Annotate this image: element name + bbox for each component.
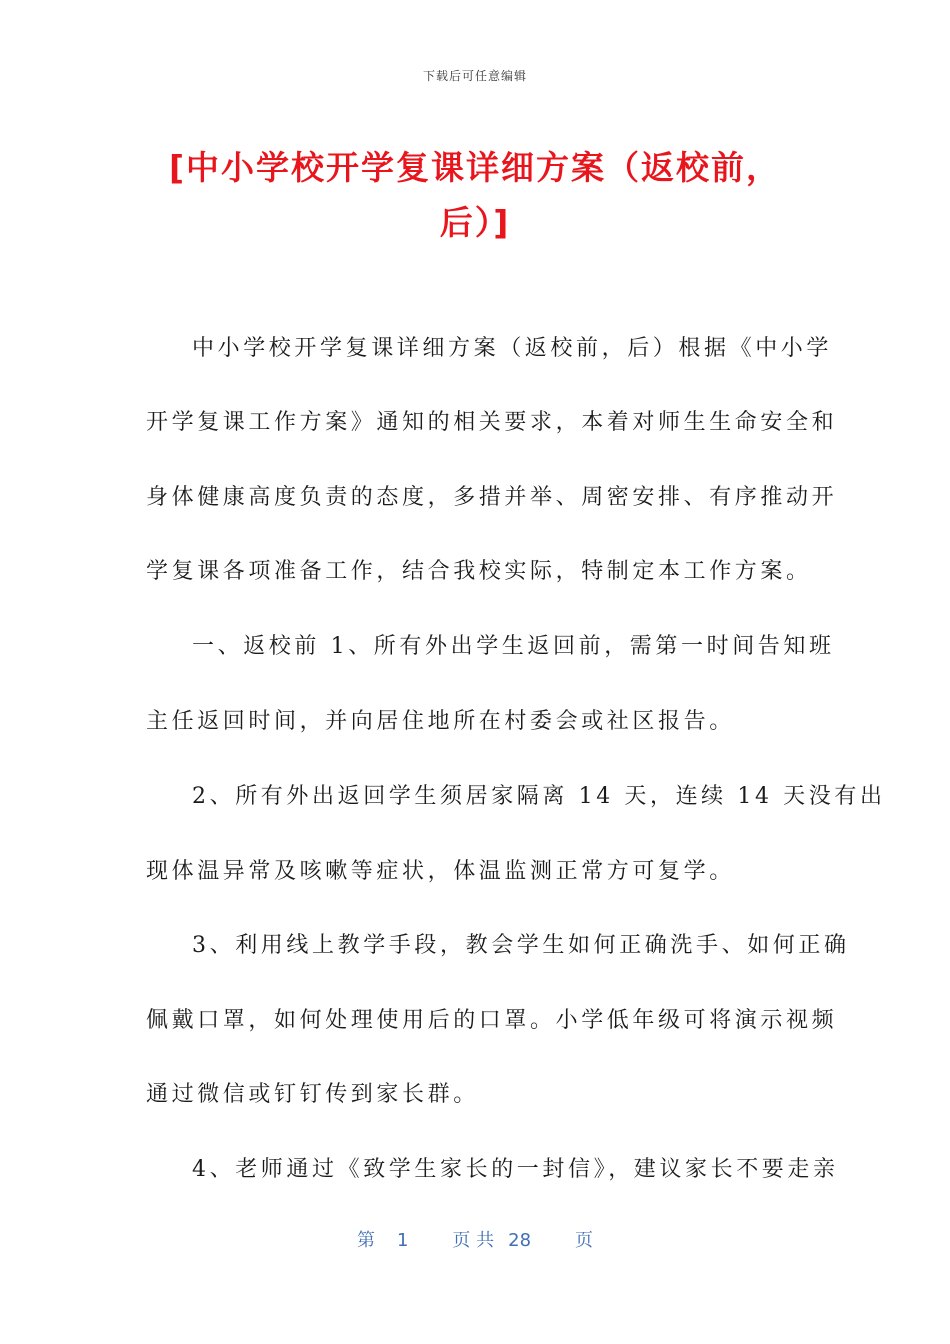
body-line: 主任返回时间，并向居住地所在村委会或社区报告。 <box>146 709 735 734</box>
body-line: 通过微信或钉钉传到家长群。 <box>146 1082 479 1107</box>
footer-middle: 页 共 <box>452 1230 495 1251</box>
body-line: 身体健康高度负责的态度，多措并举、周密安排、有序推动开 <box>146 485 838 510</box>
footer-suffix: 页 <box>575 1230 594 1251</box>
footer-prefix: 第 <box>356 1230 375 1251</box>
body-line: 现体温异常及咳嗽等症状，体温监测正常方可复学。 <box>146 859 735 884</box>
footer-current-page: 1 <box>396 1230 409 1251</box>
body-line: 一、返校前 1、所有外出学生返回前，需第一时间告知班 <box>192 634 835 659</box>
body-line: 3、利用线上教学手段，教会学生如何正确洗手、如何正确 <box>192 933 850 958</box>
body-line: 佩戴口罩，如何处理使用后的口罩。小学低年级可将演示视频 <box>146 1008 838 1033</box>
body-line: 学复课各项准备工作，结合我校实际，特制定本工作方案。 <box>146 559 812 584</box>
footer-total-pages: 28 <box>508 1230 532 1251</box>
body-line: 开学复课工作方案》通知的相关要求，本着对师生生命安全和 <box>146 410 838 435</box>
title-line-2: 后）] <box>439 203 511 242</box>
document-title <box>150 140 800 250</box>
body-line: 2、所有外出返回学生须居家隔离 14 天，连续 14 天没有出 <box>192 784 886 809</box>
body-line: 4、老师通过《致学生家长的一封信》，建议家长不要走亲 <box>192 1157 839 1182</box>
header-note: 下载后可任意编辑 <box>422 69 527 83</box>
page-footer <box>0 1226 950 1252</box>
title-line-1: [中小学校开学复课详细方案（返校前， <box>168 148 782 187</box>
body-line: 中小学校开学复课详细方案（返校前，后）根据《中小学 <box>192 336 833 361</box>
